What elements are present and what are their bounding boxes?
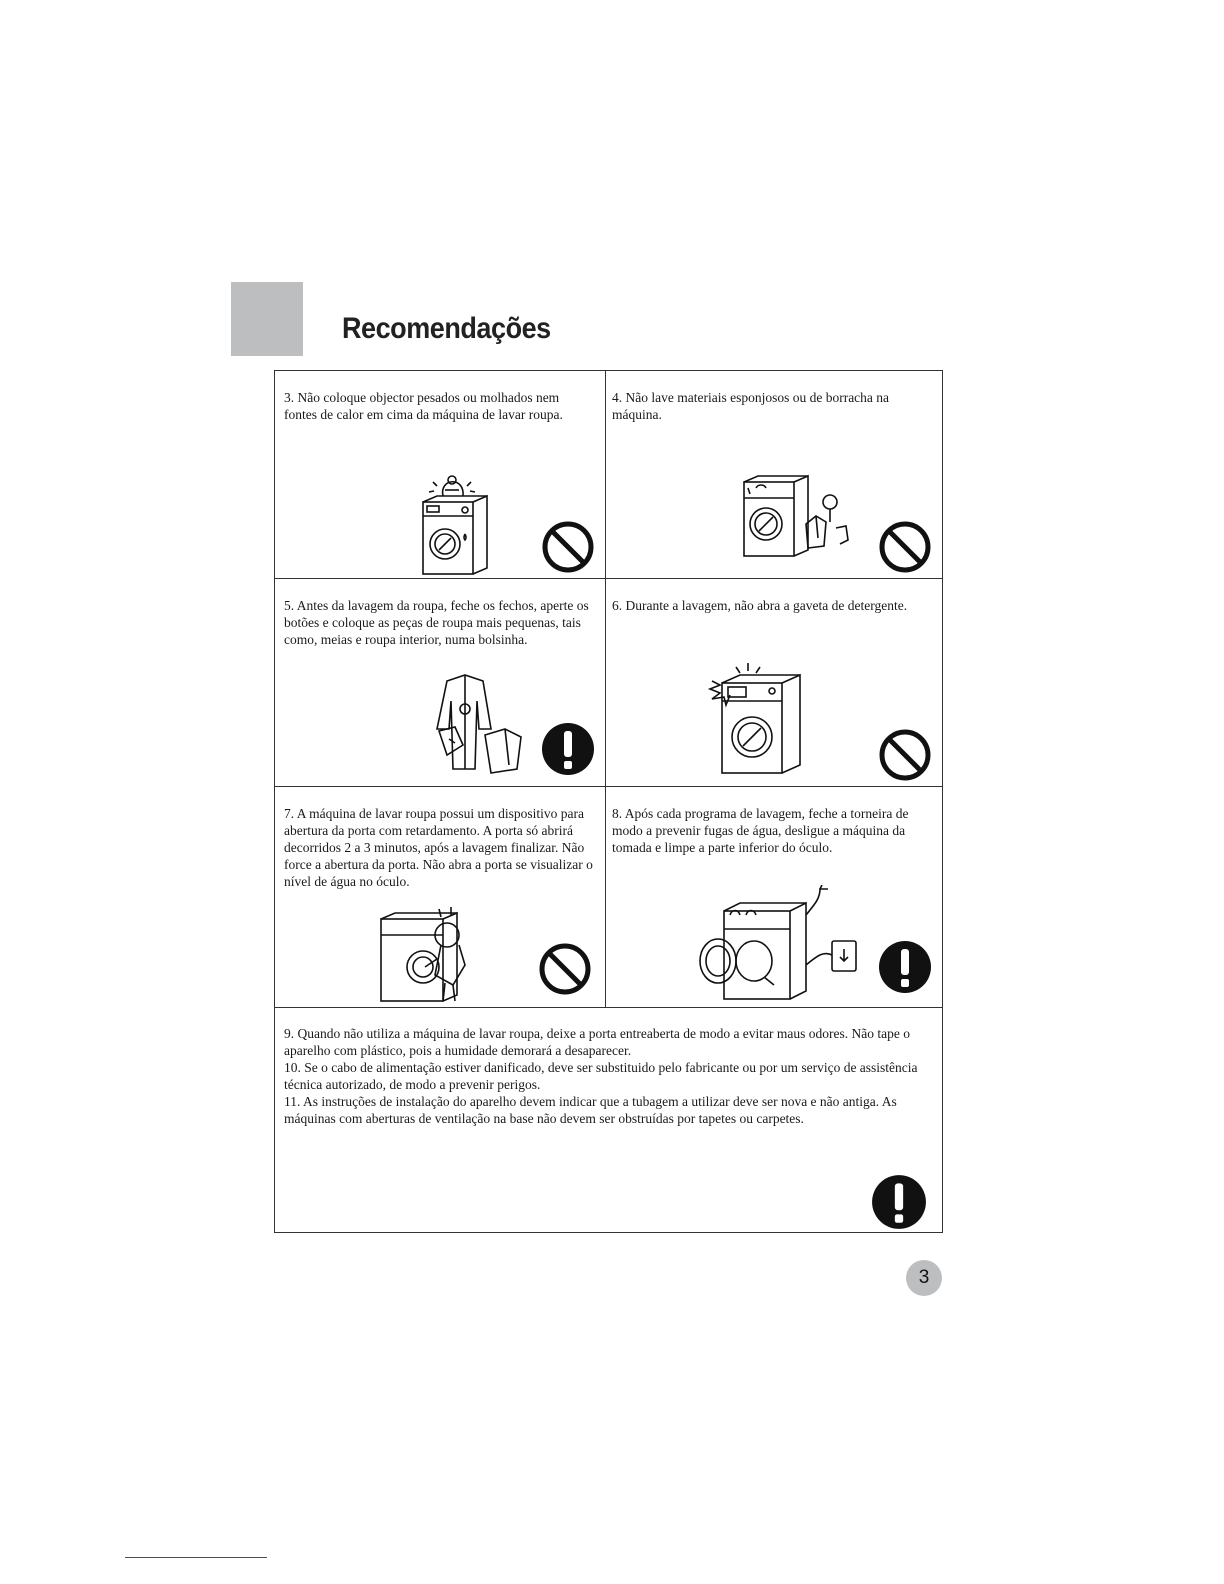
recommendation-cell-5 — [275, 579, 605, 786]
footer-rule — [125, 1557, 267, 1558]
recommendation-text-11: 11. As instruções de instalação do aparelho devem indicar que a tubagem a utilizar deve ser nova e não antiga. As máquinas com aberturas de ventilação na base não devem ser obstruídas por tapetes ou carpetes. — [284, 1094, 897, 1126]
recommendation-text-9: 9. Quando não utiliza a máquina de lavar roupa, deixe a porta entreaberta de modo a evitar maus odores. Não tape o aparelho com plástico, pois a humidade demorará a desaparecer. — [284, 1026, 911, 1058]
recommendation-text-4: 4. Não lave materiais esponjosos ou de borracha na máquina. — [612, 390, 890, 422]
section-marker — [231, 282, 303, 356]
page-title: Recomendações — [342, 312, 551, 345]
prohibited-icon — [877, 727, 933, 783]
washer-with-objects-illustration — [415, 466, 505, 578]
person-opening-door-illustration — [375, 905, 495, 1005]
recommendation-cell-6 — [606, 579, 944, 786]
clothes-and-bag-illustration — [425, 669, 535, 779]
general-recommendations-box — [275, 1008, 944, 1234]
recommendation-text-3: 3. Não coloque objector pesados ou molhados nem fontes de calor em cima da máquina de lavar roupa. — [284, 390, 563, 422]
washer-with-sponge-illustration — [736, 466, 866, 561]
recommendation-text-5: 5. Antes da lavagem da roupa, feche os fechos, aperte os botões e coloque as peças de roupa mais pequenas, tais como, meias e roupa interior, numa bolsinha. — [284, 598, 589, 647]
recommendation-text-8: 8. Após cada programa de lavagem, feche a torneira de modo a prevenir fugas de água, desligue a máquina da tomada e limpe a parte inferior do óculo. — [612, 806, 909, 855]
recommendation-cell-4 — [606, 371, 944, 578]
prohibited-icon — [877, 519, 933, 575]
recommendation-text-10: 10. Se o cabo de alimentação estiver danificado, deve ser substituido pelo fabricante ou por um serviço de assistência técnica autorizado, de modo a prevenir perigos. — [284, 1060, 918, 1092]
prohibited-icon — [537, 941, 593, 997]
recommendations-table — [274, 370, 943, 1233]
washer-tap-and-socket-illustration — [694, 885, 864, 1003]
recommendation-cell-8 — [606, 787, 944, 1007]
page-number-badge: 3 — [906, 1260, 942, 1296]
washer-detergent-drawer-illustration — [706, 659, 816, 779]
mandatory-icon — [540, 721, 596, 777]
recommendation-text-7: 7. A máquina de lavar roupa possui um dispositivo para abertura da porta com retardamento. A porta só abrirá decorridos 2 a 3 minutos, após a lavagem finalizar. Não force a abertura da porta. Não abra a porta se visualizar o nível de água no óculo. — [284, 806, 593, 889]
mandatory-icon — [877, 939, 933, 995]
prohibited-icon — [540, 519, 596, 575]
recommendation-cell-3 — [275, 371, 605, 578]
mandatory-icon — [870, 1173, 928, 1231]
recommendation-text-6: 6. Durante a lavagem, não abra a gaveta de detergente. — [612, 598, 908, 613]
recommendation-cell-7 — [275, 787, 605, 1007]
general-recommendations-text — [284, 1025, 936, 1127]
